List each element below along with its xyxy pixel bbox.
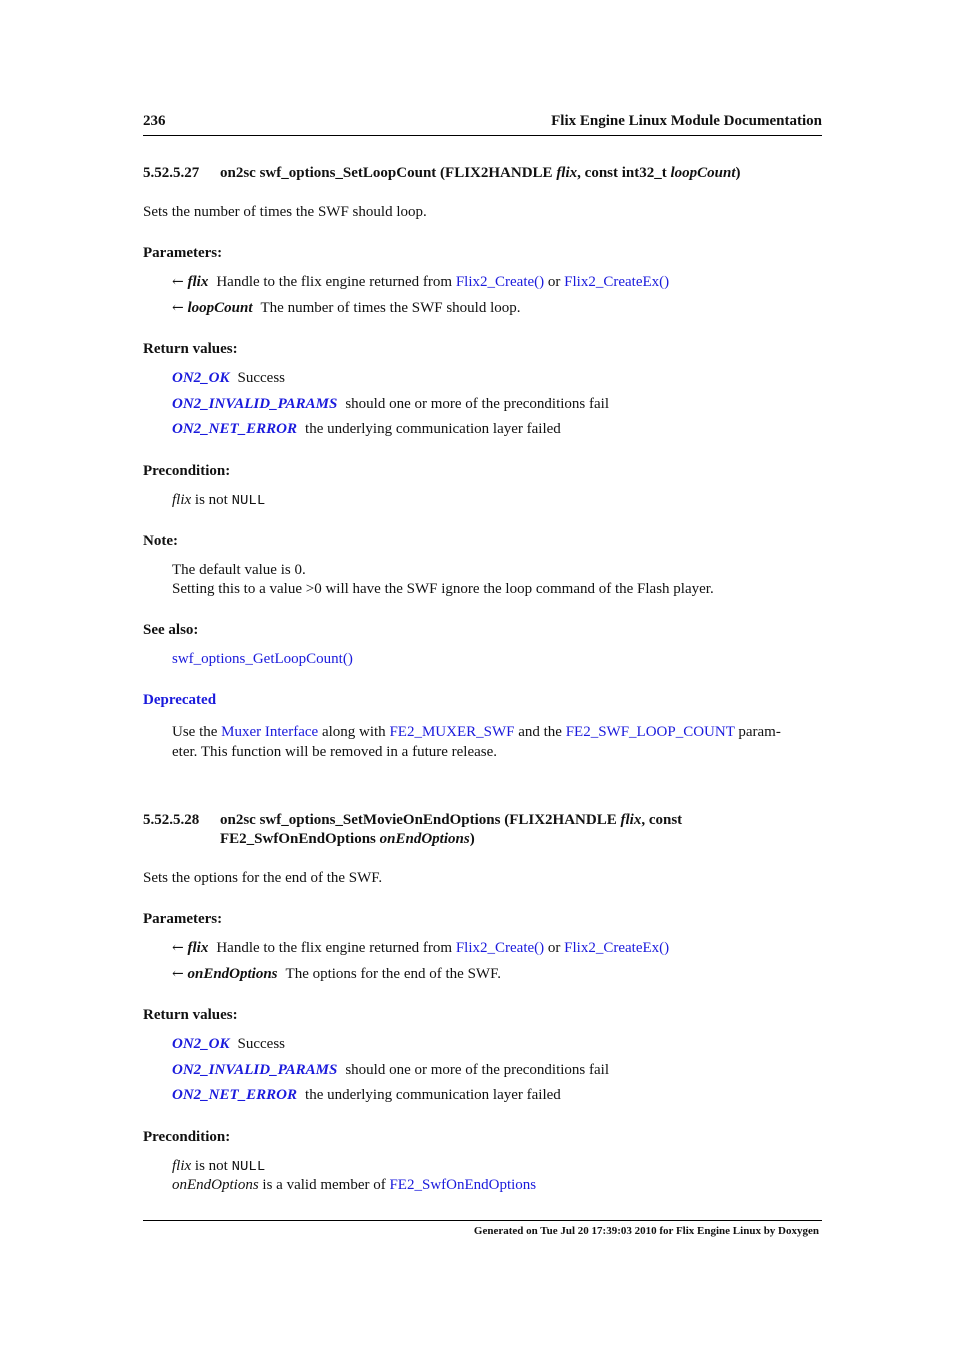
see-also-label: See also:	[143, 622, 199, 638]
header-rule	[143, 135, 822, 136]
param-name: loopCount	[187, 300, 253, 316]
link-getloopcount[interactable]: swf_options_GetLoopCount()	[172, 651, 353, 667]
return-row: ON2_NET_ERROR the underlying communication layer failed	[172, 421, 561, 437]
param-row: ← onEndOptions The options for the end of the SWF.	[172, 966, 501, 982]
param-row: ← loopCount The number of times the SWF should loop.	[172, 300, 521, 316]
link-on2-invalid-params[interactable]: ON2_INVALID_PARAMS	[172, 396, 338, 412]
return-values-label: Return values:	[143, 341, 238, 357]
precondition-label: Precondition:	[143, 463, 231, 479]
input-arrow-icon: ←	[172, 274, 184, 290]
note-line: The default value is 0.	[172, 562, 306, 578]
input-arrow-icon: ←	[172, 966, 184, 982]
return-row: ON2_INVALID_PARAMS should one or more of the preconditions fail	[172, 1062, 609, 1078]
running-title: Flix Engine Linux Module Documentation	[551, 113, 822, 129]
return-row: ON2_NET_ERROR the underlying communication layer failed	[172, 1087, 561, 1103]
param-name: flix	[187, 940, 209, 956]
note-label: Note:	[143, 533, 178, 549]
note-line: Setting this to a value >0 will have the SWF ignore the loop command of the Flash player.	[172, 581, 714, 597]
return-values-label: Return values:	[143, 1007, 238, 1023]
footer-text: Generated on Tue Jul 20 17:39:03 2010 for Flix Engine Linux by Doxygen	[473, 1225, 819, 1237]
link-muxer-interface[interactable]: Muxer Interface	[221, 724, 319, 740]
link-fe2-swf-loop-count[interactable]: FE2_SWF_LOOP_COUNT	[565, 724, 735, 740]
section-heading-setmovieonendoptions: 5.52.5.28 on2sc swf_options_SetMovieOnEndOptions (FLIX2HANDLE flix, const FE2_SwfOnEndOptions onEndOptions)	[143, 812, 683, 847]
deprecated-text-line2: eter. This function will be removed in a future release.	[172, 744, 498, 760]
input-arrow-icon: ←	[172, 940, 184, 956]
deprecated-text: Use the Muxer Interface along with FE2_MUXER_SWF and the FE2_SWF_LOOP_COUNT param-	[172, 724, 781, 740]
deprecated-link[interactable]: Deprecated	[143, 692, 217, 708]
link-on2-invalid-params[interactable]: ON2_INVALID_PARAMS	[172, 1062, 338, 1078]
param-row: ← flix Handle to the flix engine returned from Flix2_Create() or Flix2_CreateEx()	[172, 940, 670, 956]
link-fe2-muxer-swf[interactable]: FE2_MUXER_SWF	[389, 724, 515, 740]
return-row: ON2_OK Success	[172, 370, 286, 386]
link-on2-net-error[interactable]: ON2_NET_ERROR	[172, 421, 298, 437]
link-on2-ok[interactable]: ON2_OK	[172, 1036, 230, 1052]
input-arrow-icon: ←	[172, 300, 184, 316]
section-heading-setloopcount: 5.52.5.27 on2sc swf_options_SetLoopCount (FLIX2HANDLE flix, const int32_t loopCount)	[143, 165, 741, 181]
parameters-label: Parameters:	[143, 911, 223, 927]
page-number: 236	[143, 113, 166, 129]
precondition-text: flix is not NULL	[172, 1158, 266, 1175]
link-flix2-create[interactable]: Flix2_Create()	[455, 274, 545, 290]
section-number: 5.52.5.27	[143, 165, 200, 181]
param-name: onEndOptions	[187, 966, 278, 982]
link-flix2-createex[interactable]: Flix2_CreateEx()	[564, 940, 670, 956]
section-number: 5.52.5.28	[143, 812, 200, 828]
return-row: ON2_OK Success	[172, 1036, 286, 1052]
param-name: flix	[187, 274, 209, 290]
function-description: Sets the number of times the SWF should loop.	[143, 204, 427, 220]
link-on2-ok[interactable]: ON2_OK	[172, 370, 230, 386]
precondition-text: onEndOptions is a valid member of FE2_SwfOnEndOptions	[172, 1177, 537, 1193]
precondition-label: Precondition:	[143, 1129, 231, 1145]
link-flix2-create[interactable]: Flix2_Create()	[455, 940, 545, 956]
function-description: Sets the options for the end of the SWF.	[143, 870, 383, 886]
parameters-label: Parameters:	[143, 245, 223, 261]
link-fe2-swfonendoptions[interactable]: FE2_SwfOnEndOptions	[389, 1177, 537, 1193]
param-row: ← flix Handle to the flix engine returned from Flix2_Create() or Flix2_CreateEx()	[172, 274, 670, 290]
link-flix2-createex[interactable]: Flix2_CreateEx()	[564, 274, 670, 290]
return-row: ON2_INVALID_PARAMS should one or more of the preconditions fail	[172, 396, 609, 412]
precondition-text: flix is not NULL	[172, 492, 266, 509]
link-on2-net-error[interactable]: ON2_NET_ERROR	[172, 1087, 298, 1103]
footer-rule	[143, 1220, 822, 1221]
